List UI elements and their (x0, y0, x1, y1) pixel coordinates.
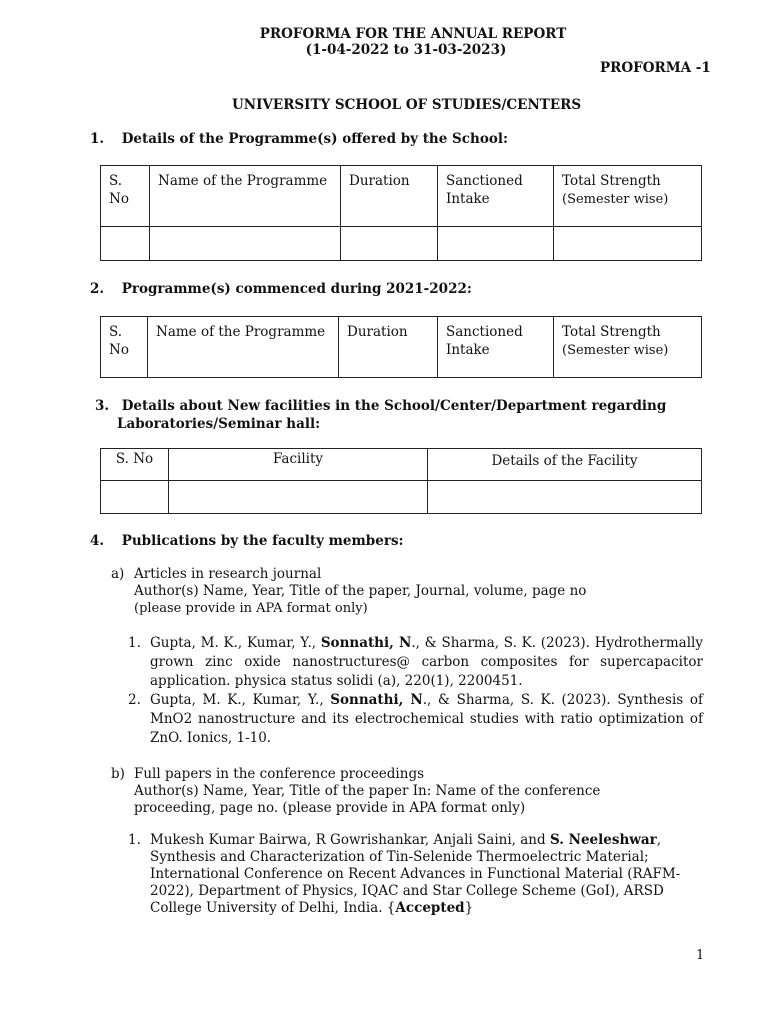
part-b-line2: Author(s) Name, Year, Title of the paper In: Name of the conference (134, 783, 601, 799)
table-header-row (101, 449, 702, 481)
col-programme-name: Name of the Programme (148, 317, 339, 378)
table-cell[interactable] (428, 481, 702, 514)
col-sanctioned-intake: Sanctioned Intake (438, 317, 554, 378)
status-accepted: Accepted (395, 900, 465, 916)
section-3-number: 3. (95, 398, 110, 414)
section-1-heading (90, 131, 508, 147)
table-row (101, 481, 702, 514)
page-number: 1 (696, 948, 705, 963)
col-sanctioned-intake: Sanctioned Intake (438, 166, 554, 227)
col-sno: S. No (101, 449, 169, 481)
table-cell[interactable] (554, 227, 702, 261)
part-b-line3: proceeding, page no. (please provide in APA format only) (134, 800, 526, 816)
list-item: 2. Gupta, M. K., Kumar, Y., Sonnathi, N., & Sharma, S. K. (2023). Synthesis of MnO2 nanostructure and its electrochemical studies with ratio optimization of ZnO. Ionics, 1-10. (128, 692, 703, 746)
col-facility: Facility (169, 449, 428, 481)
section-1-number: 1. (90, 131, 105, 147)
part-b-line1: Full papers in the conference proceedings (134, 766, 425, 782)
table-cell[interactable] (101, 227, 150, 261)
list-item: 1. Mukesh Kumar Bairwa, R Gowrishankar, Anjali Saini, and S. Neeleshwar, Synthesis and Characterization of Tin-Selenide Thermoelectric Material; International Conference on Recent Advances in Functional Material (RAFM- 2022), Department of Physics, IQAC and Star College Scheme (GoI), ARSD College University of Delhi, India. {Accepted} (128, 832, 681, 916)
col-total-strength: Total Strength (Semester wise) (554, 317, 702, 378)
col-sno: S. No (101, 317, 148, 378)
col-facility-details: Details of the Facility (428, 449, 702, 481)
list-item: 1. Gupta, M. K., Kumar, Y., Sonnathi, N., & Sharma, S. K. (2023). Hydrothermally grown zinc oxide nanostructures@ carbon composites for supercapacitor application. physica status solidi (a), 220(1), 2200451. (128, 635, 703, 689)
table-header-row (101, 317, 702, 378)
table-cell[interactable] (150, 227, 341, 261)
part-b-label: b) (111, 766, 125, 782)
table-header-row (101, 166, 702, 227)
item-number: 2. (128, 692, 141, 708)
section-3-title-line1: Details about New facilities in the School/Center/Department regarding (121, 398, 667, 414)
highlighted-author: S. Neeleshwar (549, 832, 657, 848)
table-cell[interactable] (438, 227, 554, 261)
report-period: (1-04-2022 to 31-03-2023) (305, 42, 507, 58)
table-cell[interactable] (341, 227, 438, 261)
programmes-commenced-table (100, 316, 702, 378)
part-a-line2: Author(s) Name, Year, Title of the paper, Journal, volume, page no (134, 583, 587, 599)
highlighted-author: Sonnathi, N (330, 692, 423, 708)
item-number: 1. (128, 832, 141, 848)
section-4-number: 4. (90, 533, 105, 549)
report-title: PROFORMA FOR THE ANNUAL REPORT (259, 26, 567, 42)
section-3-title-line2: Laboratories/Seminar hall: (117, 416, 321, 432)
col-duration: Duration (339, 317, 438, 378)
table-cell[interactable] (169, 481, 428, 514)
col-sno: S. No (101, 166, 150, 227)
part-a-description (134, 566, 586, 617)
proforma-id: PROFORMA -1 (600, 60, 711, 76)
table-cell[interactable] (101, 481, 169, 514)
programmes-offered-table (100, 165, 702, 261)
facilities-table (100, 448, 702, 514)
section-4-heading (90, 533, 404, 549)
section-3-heading (95, 397, 666, 433)
part-a-line1: Articles in research journal (134, 566, 322, 582)
school-heading: UNIVERSITY SCHOOL OF STUDIES/CENTERS (232, 97, 582, 113)
item-number: 1. (128, 635, 141, 651)
part-b-description (134, 766, 600, 817)
section-1-title: Details of the Programme(s) offered by the School: (121, 131, 508, 147)
part-a-label: a) (111, 566, 125, 582)
section-2-title: Programme(s) commenced during 2021-2022: (121, 281, 472, 297)
section-4-title: Publications by the faculty members: (121, 533, 404, 549)
col-duration: Duration (341, 166, 438, 227)
col-programme-name: Name of the Programme (150, 166, 341, 227)
col-total-strength: Total Strength (Semester wise) (554, 166, 702, 227)
section-2-number: 2. (90, 281, 105, 297)
section-2-heading (90, 281, 472, 297)
table-row (101, 227, 702, 261)
part-a-line3: (please provide in APA format only) (134, 601, 368, 616)
highlighted-author: Sonnathi, N (320, 635, 412, 651)
